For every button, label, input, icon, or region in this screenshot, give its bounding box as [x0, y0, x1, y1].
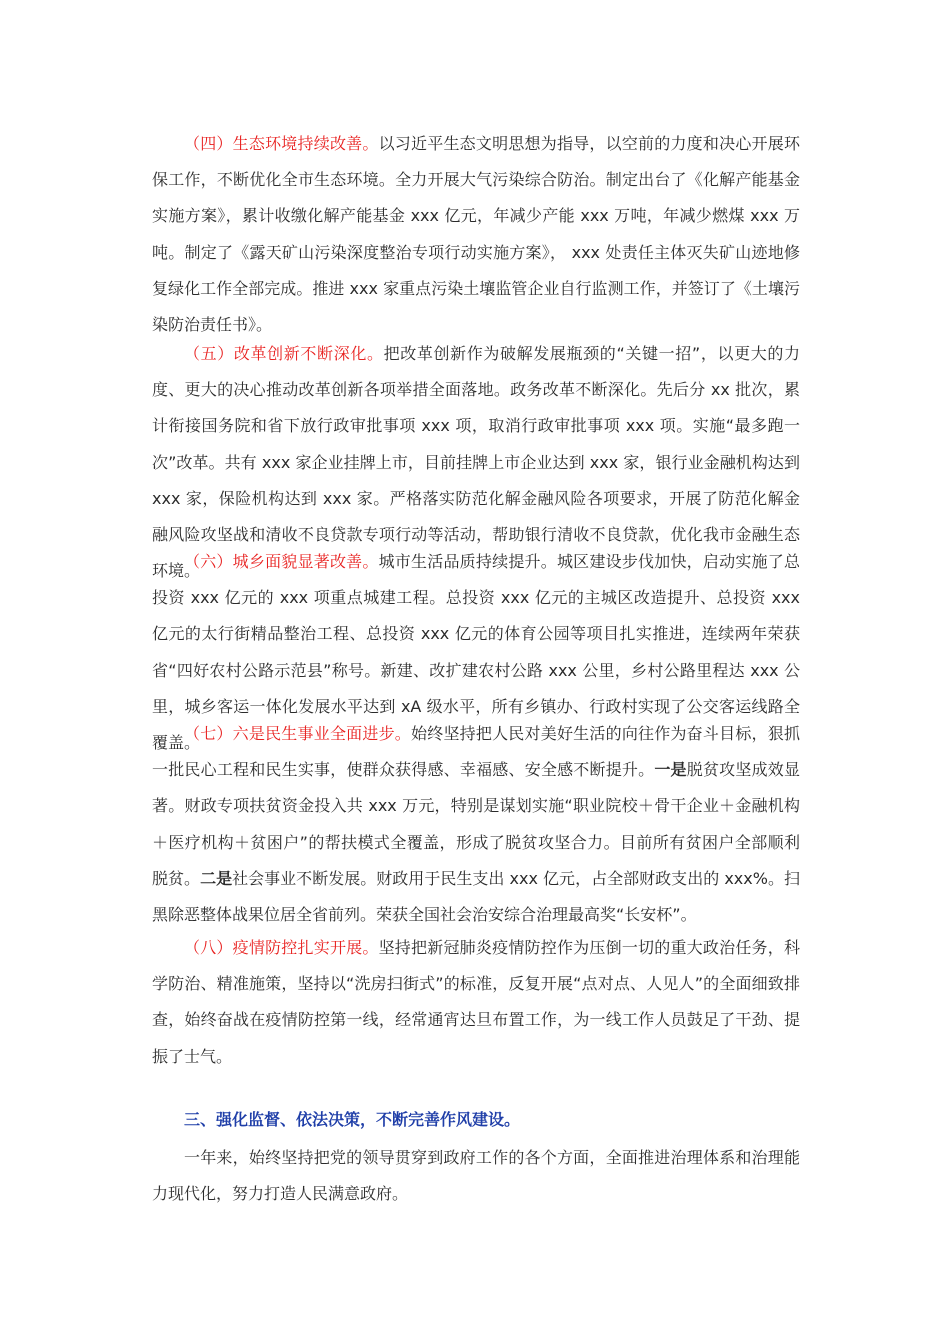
closing-paragraph: 一年来，始终坚持把党的领导贯穿到政府工作的各个方面，全面推进治理体系和治理能力现代化，努力打造人民满意政府。 — [152, 1148, 800, 1204]
point-two-label: 二是 — [200, 868, 233, 888]
section-body: 社会事业不断发展。财政用于民生支出 xxx 亿元，占全部财政支出的 xxx%。扫黑除恶整体战果位居全省前列。荣获全国社会治安综合治理最高奖“长安杯”。 — [152, 868, 800, 925]
section-lead: （八）疫情防控扎实开展。 — [184, 938, 379, 957]
section-epidemic — [152, 930, 800, 1075]
section-livelihood — [152, 716, 800, 933]
section-body: 把改革创新作为破解发展瓶颈的“关键一招”，以更大的力度、更大的决心推动改革创新各项举措全面落地。政务改革不断深化。先后分 xx 批次，累计衔接国务院和省下放行政审批事项 xxx 项，取消行政审批事项 xxx 项。实施“最多跑一次”改革。共有 xxx 家企业挂牌上市，目前挂牌上市企业达到 xxx 家，银行业金融机构达到 xxx 家，保险机构达到 xxx 家。严格落实防范化解金融风险各项要求，开展了防范化解金融风险攻坚战和清收不良贷款专项行动等活动，帮助银行清收不良贷款，优化我市金融生态环境。 — [152, 344, 800, 581]
section-body: 城市生活品质持续提升。城区建设步伐加快，启动实施了总投资 xxx 亿元的 xxx 项重点城建工程。总投资 xxx 亿元的主城区改造提升、总投资 xxx 亿元的太行街精品整治工程、总投资 xxx 亿元的体育公园等项目扎实推进，连续两年荣获省“四好农村公路示范县”称号。新建、改扩建农村公路 xxx 公里，乡村公路里程达 xxx 公里，城乡客运一体化发展水平达到 xA 级水平，所有乡镇办、行政村实现了公交客运线路全覆盖。 — [152, 552, 800, 753]
section-lead: （四）生态环境持续改善。 — [184, 134, 379, 153]
section-lead: （七）六是民生事业全面进步。 — [184, 724, 412, 743]
section-body: 以习近平生态文明思想为指导，以空前的力度和决心开展环保工作，不断优化全市生态环境。全力开展大气污染综合防治。制定出台了《化解产能基金实施方案》，累计收缴化解产能基金 xxx 亿元，年减少产能 xxx 万吨，年减少燃煤 xxx 万吨。制定了《露天矿山污染深度整治专项行动实施方案》， xxx 处责任主体灭失矿山迹地修复绿化工作全部完成。推进 xxx 家重点污染土壤监管企业自行监测工作，并签订了《土壤污染防治责任书》。 — [152, 134, 800, 335]
section-heading-three: 三、强化监督、依法决策，不断完善作风建设。 — [184, 1110, 521, 1129]
section-body: 脱贫攻坚成效显著。财政专项扶贫资金投入共 xxx 万元，特别是谋划实施“职业院校＋骨干企业＋金融机构＋医疗机构＋贫困户”的帮扶模式全覆盖，形成了脱贫攻坚合力。目前所有贫困户全部顺利脱贫。 — [152, 760, 800, 888]
section-lead: （六）城乡面貌显著改善。 — [184, 552, 379, 571]
section-body: 坚持把新冠肺炎疫情防控作为压倒一切的重大政治任务，科学防治、精准施策，坚持以“洗房扫街式”的标准，反复开展“点对点、人见人”的全面细致排查，始终奋战在疫情防控第一线，经常通宵达旦布置工作，为一线工作人员鼓足了干劲、提振了士气。 — [152, 938, 800, 1066]
section-lead: （五）改革创新不断深化。 — [184, 344, 384, 363]
section-ecology — [152, 126, 800, 343]
section-body: 始终坚持把人民对美好生活的向往作为奋斗目标，狠抓一批民心工程和民生实事，使群众获得感、幸福感、安全感不断提升。 — [152, 724, 800, 780]
point-one-label: 一是 — [654, 760, 687, 780]
